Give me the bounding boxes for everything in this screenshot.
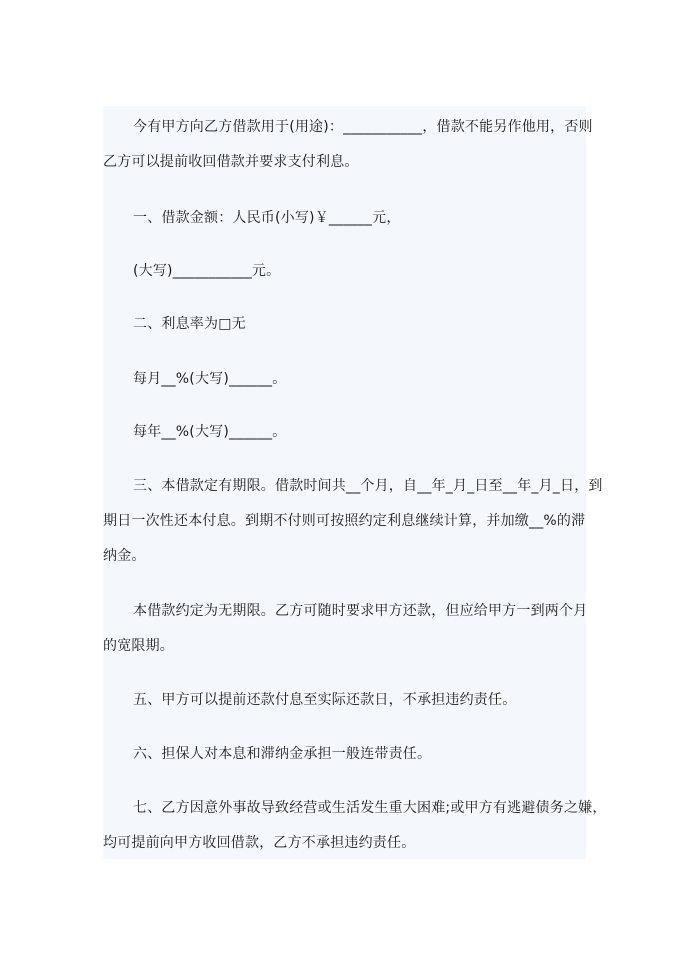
paragraph-monthly-rate: 每月__%(大写)______。 xyxy=(133,371,287,387)
paragraph-early-recall-line-2: 均可提前向甲方收回借款，乙方不承担违约责任。 xyxy=(103,835,416,851)
paragraph-fixed-term-line-1: 三、本借款定有期限。借款时间共__个月，自__年_月_日至__年_月_日，到 xyxy=(133,478,603,494)
paragraph-interest-rate: 二、利息率为□无 xyxy=(133,316,246,332)
paragraph-guarantor: 六、担保人对本息和滞纳金承担一般连带责任。 xyxy=(133,746,432,762)
paragraph-no-term-line-2: 的宽限期。 xyxy=(103,638,174,654)
paragraph-purpose-line-2: 乙方可以提前收回借款并要求支付利息。 xyxy=(103,154,359,170)
paragraph-amount-lowercase: 一、借款金额：人民币(小写)￥______元， xyxy=(133,210,401,226)
paragraph-fixed-term-line-2: 期日一次性还本付息。到期不付则可按照约定利息继续计算，并加缴__%的滞 xyxy=(103,513,586,529)
paragraph-early-recall-line-1: 七、乙方因意外事故导致经营或生活发生重大困难;或甲方有逃避债务之嫌， xyxy=(133,800,607,816)
paragraph-amount-uppercase: (大写)___________元。 xyxy=(133,263,281,279)
paragraph-early-repayment: 五、甲方可以提前还款付息至实际还款日，不承担违约责任。 xyxy=(133,692,517,708)
paragraph-purpose-line-1: 今有甲方向乙方借款用于(用途)：___________，借款不能另作他用，否则 xyxy=(133,119,593,135)
paragraph-annual-rate: 每年__%(大写)______。 xyxy=(133,424,287,440)
paragraph-fixed-term-line-3: 纳金。 xyxy=(103,548,146,564)
paragraph-no-term-line-1: 本借款约定为无期限。乙方可随时要求甲方还款，但应给甲方一到两个月 xyxy=(133,603,588,619)
